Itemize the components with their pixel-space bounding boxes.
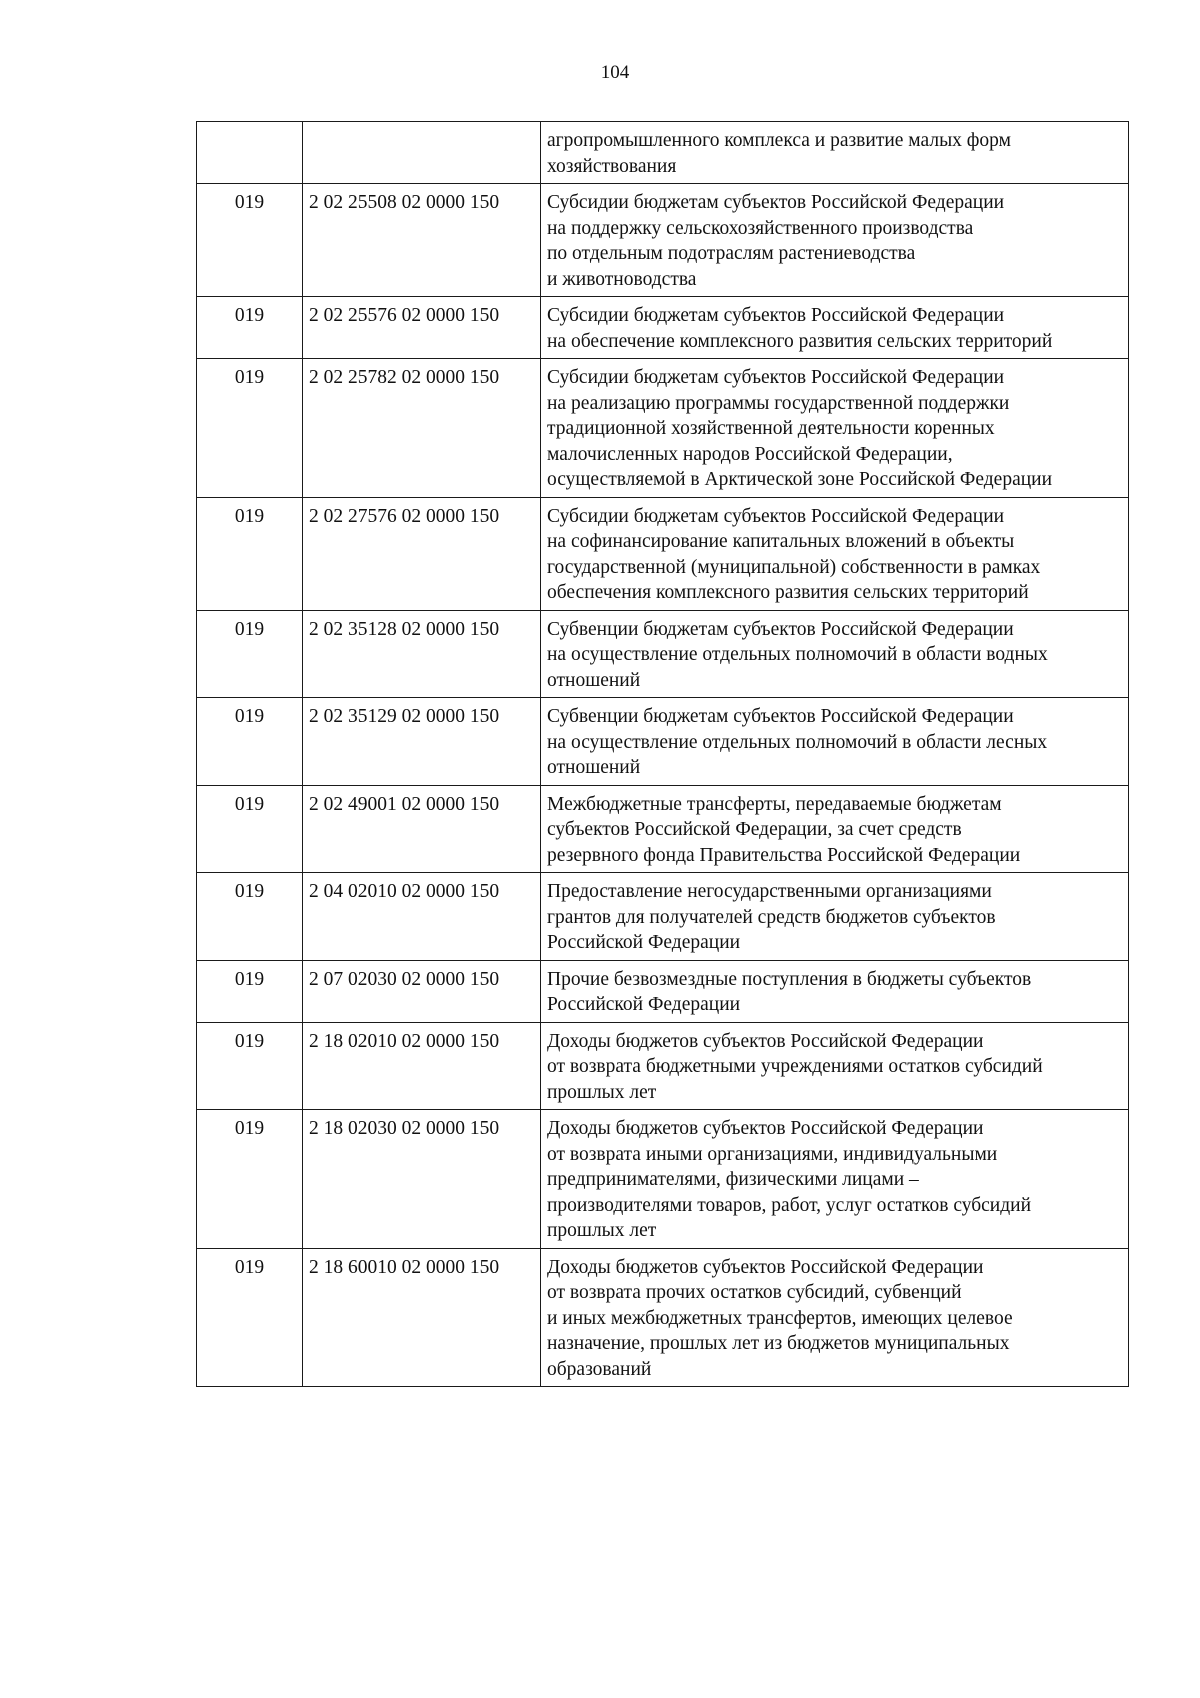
table-row <box>197 1110 1129 1249</box>
admin-code-cell: 019 <box>197 359 303 498</box>
budget-classification-code-cell: 2 07 02030 02 0000 150 <box>303 960 541 1022</box>
table-row <box>197 297 1129 359</box>
revenue-name-line: назначение, прошлых лет из бюджетов муниципальных <box>547 1333 1010 1354</box>
table-row <box>197 184 1129 297</box>
admin-code-cell: 019 <box>197 297 303 359</box>
budget-classification-code-cell: 2 18 02010 02 0000 150 <box>303 1022 541 1110</box>
table-body <box>197 122 1129 1387</box>
revenue-name-line: на софинансирование капитальных вложений в объекты <box>547 531 1015 552</box>
budget-classification-code-cell: 2 04 02010 02 0000 150 <box>303 873 541 961</box>
revenue-name-line: на поддержку сельскохозяйственного производства <box>547 217 974 239</box>
revenue-name-line: Межбюджетные трансферты, передаваемые бюджетам <box>547 793 1002 815</box>
admin-code-cell: 019 <box>197 785 303 873</box>
table-row <box>197 497 1129 610</box>
revenue-name-line: и иных межбюджетных трансфертов, имеющих целевое <box>547 1307 1013 1329</box>
admin-code-cell: 019 <box>197 1022 303 1110</box>
revenue-name-cell <box>541 184 1129 297</box>
revenue-name-line: осуществляемой в Арктической зоне Российской Федерации <box>547 469 1053 490</box>
revenue-name-line: на осуществление отдельных полномочий в области лесных <box>547 731 1048 753</box>
revenue-name-line: государственной (муниципальной) собственности в рамках <box>547 556 1041 578</box>
revenue-name-line: отношений <box>547 669 641 691</box>
admin-code-cell: 019 <box>197 497 303 610</box>
revenue-name-line: субъектов Российской Федерации, за счет средств <box>547 819 962 840</box>
revenue-name-cell <box>541 873 1129 961</box>
budget-classification-code-cell: 2 02 25576 02 0000 150 <box>303 297 541 359</box>
revenue-name-cell <box>541 359 1129 498</box>
revenue-name-line: Субсидии бюджетам субъектов Российской Федерации <box>547 305 1005 326</box>
budget-classification-code-cell: 2 02 35129 02 0000 150 <box>303 698 541 786</box>
budget-classification-code-cell: 2 18 02030 02 0000 150 <box>303 1110 541 1249</box>
table-row <box>197 610 1129 698</box>
table-row <box>197 1022 1129 1110</box>
revenue-name-line: прошлых лет <box>547 1081 657 1103</box>
revenue-name-line: на осуществление отдельных полномочий в области водных <box>547 644 1048 665</box>
revenue-name-cell <box>541 785 1129 873</box>
revenue-name-line: на обеспечение комплексного развития сельских территорий <box>547 330 1053 352</box>
admin-code-cell: 019 <box>197 960 303 1022</box>
budget-classification-code-cell: 2 02 25508 02 0000 150 <box>303 184 541 297</box>
revenue-name-line: по отдельным подотраслям растениеводства <box>547 243 916 264</box>
table-row <box>197 122 1129 184</box>
revenue-name-line: Субсидии бюджетам субъектов Российской Федерации <box>547 367 1005 388</box>
revenue-name-line: предпринимателями, физическими лицами – <box>547 1169 919 1190</box>
revenue-name-line: Доходы бюджетов субъектов Российской Федерации <box>547 1030 984 1052</box>
revenue-name-line: малочисленных народов Российской Федерации, <box>547 443 953 465</box>
budget-classification-code-cell: 2 02 27576 02 0000 150 <box>303 497 541 610</box>
revenue-name-line: от возврата иными организациями, индивидуальными <box>547 1143 998 1165</box>
revenue-name-line: резервного фонда Правительства Российской Федерации <box>547 844 1021 866</box>
budget-classification-code-cell: 2 02 25782 02 0000 150 <box>303 359 541 498</box>
revenue-name-cell <box>541 698 1129 786</box>
revenue-name-line: Российской Федерации <box>547 932 741 953</box>
table-row <box>197 960 1129 1022</box>
table-row <box>197 698 1129 786</box>
budget-classification-code-cell <box>303 122 541 184</box>
revenue-name-cell <box>541 1248 1129 1387</box>
revenue-name-line: Субсидии бюджетам субъектов Российской Федерации <box>547 505 1005 527</box>
revenue-name-line: агропромышленного комплекса и развитие малых форм <box>547 130 1011 151</box>
revenue-name-line: и животноводства <box>547 268 697 290</box>
admin-code-cell: 019 <box>197 610 303 698</box>
admin-code-cell: 019 <box>197 1248 303 1387</box>
revenue-name-line: Доходы бюджетов субъектов Российской Федерации <box>547 1256 984 1278</box>
revenue-name-cell <box>541 610 1129 698</box>
admin-code-cell: 019 <box>197 873 303 961</box>
budget-classification-code-cell: 2 18 60010 02 0000 150 <box>303 1248 541 1387</box>
revenue-name-line: Субвенции бюджетам субъектов Российской Федерации <box>547 618 1014 640</box>
revenue-name-line: от возврата бюджетными учреждениями остатков субсидий <box>547 1056 1043 1077</box>
revenue-name-line: Российской Федерации <box>547 994 741 1015</box>
revenue-name-line: Субсидии бюджетам субъектов Российской Федерации <box>547 192 1005 213</box>
page-number: 104 <box>600 62 630 83</box>
revenue-name-line: традиционной хозяйственной деятельности коренных <box>547 418 995 439</box>
revenue-name-line: Доходы бюджетов субъектов Российской Федерации <box>547 1118 984 1139</box>
admin-code-cell: 019 <box>197 1110 303 1249</box>
revenue-name-cell <box>541 122 1129 184</box>
revenue-name-line: прошлых лет <box>547 1220 657 1241</box>
revenue-codes-table <box>196 121 1129 1387</box>
budget-classification-code-cell: 2 02 49001 02 0000 150 <box>303 785 541 873</box>
revenue-name-line: Прочие безвозмездные поступления в бюджеты субъектов <box>547 968 1032 990</box>
revenue-name-line: на реализацию программы государственной поддержки <box>547 392 1010 414</box>
revenue-name-line: отношений <box>547 757 641 778</box>
revenue-name-line: Предоставление негосударственными организациями <box>547 881 992 902</box>
table-row <box>197 785 1129 873</box>
revenue-name-cell <box>541 1110 1129 1249</box>
revenue-name-cell <box>541 297 1129 359</box>
revenue-name-cell <box>541 960 1129 1022</box>
table-row <box>197 1248 1129 1387</box>
table-row <box>197 873 1129 961</box>
revenue-name-line: от возврата прочих остатков субсидий, субвенций <box>547 1282 962 1303</box>
revenue-name-cell <box>541 1022 1129 1110</box>
revenue-name-line: грантов для получателей средств бюджетов субъектов <box>547 906 996 928</box>
revenue-name-line: хозяйствования <box>547 155 677 177</box>
admin-code-cell: 019 <box>197 184 303 297</box>
revenue-name-line: обеспечения комплексного развития сельских территорий <box>547 582 1029 603</box>
revenue-name-cell <box>541 497 1129 610</box>
revenue-name-line: Субвенции бюджетам субъектов Российской Федерации <box>547 706 1014 727</box>
budget-classification-code-cell: 2 02 35128 02 0000 150 <box>303 610 541 698</box>
table-row <box>197 359 1129 498</box>
revenue-name-line: производителями товаров, работ, услуг остатков субсидий <box>547 1194 1032 1216</box>
revenue-name-line: образований <box>547 1358 652 1380</box>
admin-code-cell: 019 <box>197 698 303 786</box>
admin-code-cell <box>197 122 303 184</box>
